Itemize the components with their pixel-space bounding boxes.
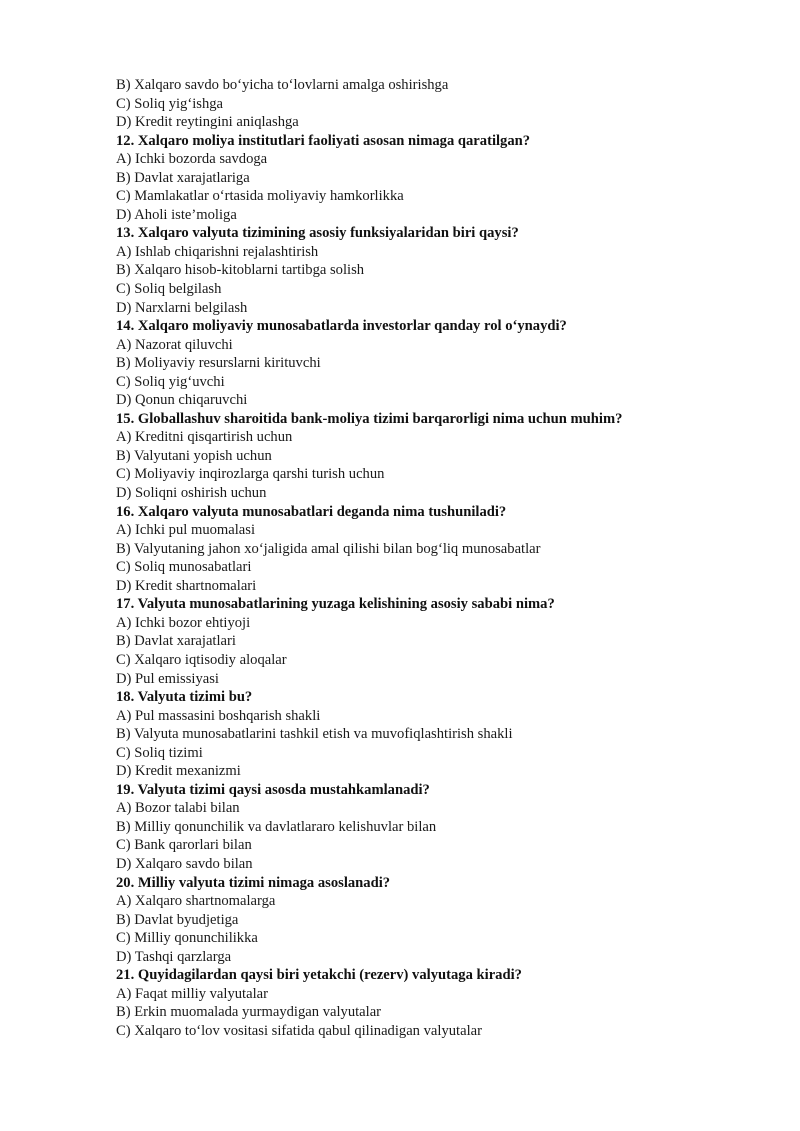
answer-option: D) Kredit mexanizmi bbox=[116, 763, 241, 780]
answer-option: D) Kredit shartnomalari bbox=[116, 577, 257, 594]
question-block-20 bbox=[116, 874, 756, 967]
question-block-12 bbox=[116, 132, 756, 225]
question-block-19 bbox=[116, 781, 756, 874]
answer-option: B) Xalqaro hisob-kitoblarni tartibga solish bbox=[116, 262, 365, 279]
answer-option: D) Tashqi qarzlarga bbox=[116, 948, 232, 965]
answer-option: C) Mamlakatlar o‘rtasida moliyaviy hamkorlikka bbox=[116, 188, 404, 205]
answer-option: A) Ichki bozor ehtiyoji bbox=[116, 614, 251, 631]
question-title: 14. Xalqaro moliyaviy munosabatlarda investorlar qanday rol o‘ynaydi? bbox=[116, 318, 567, 335]
answer-option: A) Ichki bozorda savdoga bbox=[116, 151, 268, 168]
answer-option: D) Soliqni oshirish uchun bbox=[116, 485, 267, 502]
question-block-13 bbox=[116, 224, 756, 317]
question-title: 19. Valyuta tizimi qaysi asosda mustahkamlanadi? bbox=[116, 781, 430, 798]
question-block-18 bbox=[116, 688, 756, 781]
question-title: 20. Milliy valyuta tizimi nimaga asoslanadi? bbox=[116, 874, 391, 891]
question-title: 15. Globallashuv sharoitida bank-moliya tizimi barqarorligi nima uchun muhim? bbox=[116, 410, 623, 427]
answer-option: B) Davlat xarajatlariga bbox=[116, 169, 250, 186]
answer-option: D) Aholi iste’moliga bbox=[116, 206, 237, 223]
answer-option: B) Valyutani yopish uchun bbox=[116, 447, 272, 464]
answer-option: D) Narxlarni belgilash bbox=[116, 299, 248, 316]
question-block-15 bbox=[116, 410, 756, 503]
answer-option: C) Bank qarorlari bilan bbox=[116, 837, 252, 854]
answer-option: D) Kredit reytingini aniqlashga bbox=[116, 114, 299, 131]
answer-option: C) Soliq tizimi bbox=[116, 744, 203, 761]
answer-option: C) Moliyaviy inqirozlarga qarshi turish uchun bbox=[116, 466, 385, 483]
question-block-14 bbox=[116, 317, 756, 410]
answer-option: D) Xalqaro savdo bilan bbox=[116, 855, 253, 872]
answer-option: B) Milliy qonunchilik va davlatlararo kelishuvlar bilan bbox=[116, 818, 437, 835]
question-title: 18. Valyuta tizimi bu? bbox=[116, 689, 253, 706]
answer-option: A) Faqat milliy valyutalar bbox=[116, 985, 268, 1002]
question-title: 17. Valyuta munosabatlarining yuzaga kelishining asosiy sababi nima? bbox=[116, 596, 555, 613]
question-title: 16. Xalqaro valyuta munosabatlari deganda nima tushuniladi? bbox=[116, 503, 507, 520]
answer-option: B) Xalqaro savdo bo‘yicha to‘lovlarni amalga oshirishga bbox=[116, 77, 449, 93]
question-title: 12. Xalqaro moliya institutlari faoliyati asosan nimaga qaratilgan? bbox=[116, 132, 531, 149]
lead-options bbox=[116, 76, 756, 132]
question-block-16 bbox=[116, 503, 756, 596]
question-block-17 bbox=[116, 595, 756, 688]
question-title: 21. Quyidagilardan qaysi biri yetakchi (rezerv) valyutaga kiradi? bbox=[116, 967, 522, 984]
answer-option: B) Moliyaviy resurslarni kirituvchi bbox=[116, 355, 321, 372]
answer-option: C) Xalqaro iqtisodiy aloqalar bbox=[116, 651, 287, 668]
question-block-21 bbox=[116, 966, 756, 1040]
answer-option: A) Bozor talabi bilan bbox=[116, 800, 240, 817]
answer-option: A) Xalqaro shartnomalarga bbox=[116, 893, 276, 910]
answer-option: C) Xalqaro to‘lov vositasi sifatida qabul qilinadigan valyutalar bbox=[116, 1022, 482, 1039]
answer-option: A) Pul massasini boshqarish shakli bbox=[116, 707, 321, 724]
answer-option: B) Davlat byudjetiga bbox=[116, 911, 239, 928]
answer-option: D) Pul emissiyasi bbox=[116, 670, 219, 687]
answer-option: C) Soliq belgilash bbox=[116, 281, 222, 298]
answer-option: B) Erkin muomalada yurmaydigan valyutalar bbox=[116, 1004, 382, 1021]
answer-option: A) Ishlab chiqarishni rejalashtirish bbox=[116, 243, 319, 260]
answer-option: D) Qonun chiqaruvchi bbox=[116, 392, 248, 409]
document-page bbox=[116, 76, 756, 1040]
answer-option: C) Soliq yig‘uvchi bbox=[116, 373, 225, 390]
question-title: 13. Xalqaro valyuta tizimining asosiy funksiyalaridan biri qaysi? bbox=[116, 225, 519, 242]
answer-option: A) Nazorat qiluvchi bbox=[116, 336, 233, 353]
answer-option: B) Davlat xarajatlari bbox=[116, 633, 236, 650]
answer-option: B) Valyuta munosabatlarini tashkil etish va muvofiqlashtirish shakli bbox=[116, 726, 513, 743]
answer-option: C) Soliq munosabatlari bbox=[116, 559, 252, 576]
answer-option: C) Soliq yig‘ishga bbox=[116, 95, 224, 112]
answer-option: B) Valyutaning jahon xo‘jaligida amal qilishi bilan bog‘liq munosabatlar bbox=[116, 540, 541, 557]
answer-option: A) Ichki pul muomalasi bbox=[116, 522, 256, 539]
answer-option: C) Milliy qonunchilikka bbox=[116, 930, 258, 947]
answer-option: A) Kreditni qisqartirish uchun bbox=[116, 429, 293, 446]
